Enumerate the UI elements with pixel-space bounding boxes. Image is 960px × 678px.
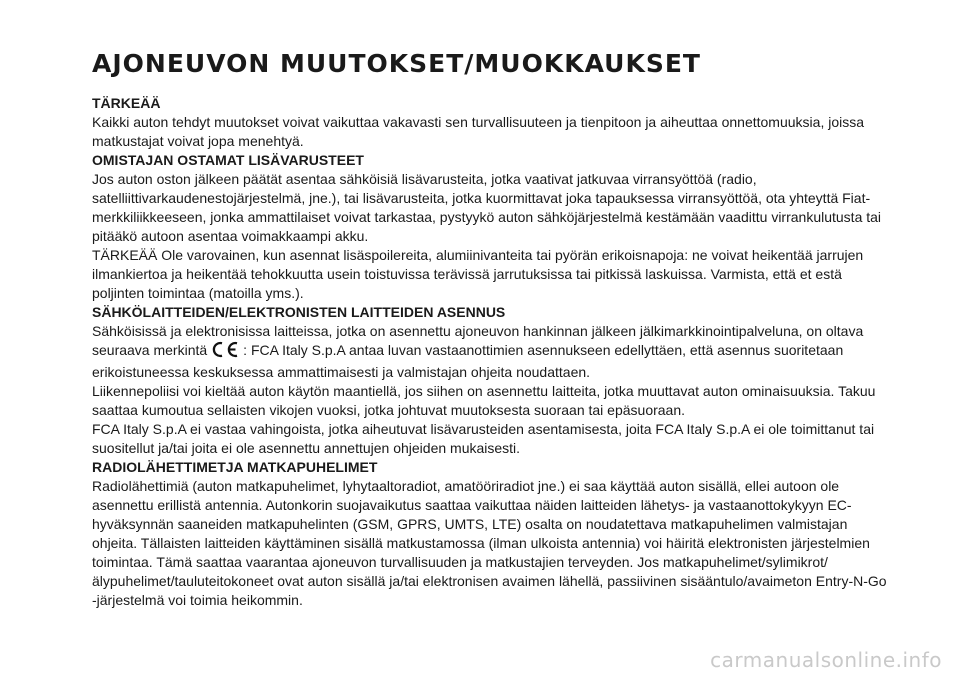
device-installation-paragraph — [92, 322, 892, 382]
page-title: AJONEUVON MUUTOKSET/MUOKKAUKSET — [92, 49, 701, 78]
section-heading-device-installation: SÄHKÖLAITTEIDEN/ELEKTRONISTEN LAITTEIDEN ASENNUS — [92, 304, 506, 320]
radio-transmitters-paragraph: Radiolähettimiä (auton matkapuhelimet, lyhytaaltoradiot, amatööriradiot jne.) ei saa käyttää auton sisällä, ellei autoon ole asennettu erillistä antennia. Autonkorin suojavaikutus saattaa vaikuttaa näiden laitteiden lähetys- ja vastaanottokykyyn EC-hyväksynnän saaneiden matkapuhelinten (GSM, GPRS, UMTS, LTE) osalta on noudatettava matkapuhelimen valmistajan ohjeita. Tällaisten laitteiden käyttäminen sisällä matkustamossa (ilman ulkoista antennia) voi häiritä elektronisten järjestelmien toimintaa. Tämä saattaa vaarantaa ajoneuvon turvallisuuden ja matkustajien terveyden. Jos matkapuhelimet/sylimikrot/älypuhelimet/tauluteitokoneet ovat auton sisällä ja/tai elektronisen avaimen lähellä, passiivinen sisääntulo/avaimeton Entry-N-Go -järjestelmä voi toimia heikommin. — [92, 478, 887, 608]
ce-mark-icon — [209, 341, 241, 363]
section-heading-radio-transmitters: RADIOLÄHETTIMETJA MATKAPUHELIMET — [92, 459, 378, 475]
important-paragraph: Kaikki auton tehdyt muutokset voivat vaikuttaa vakavasti sen turvallisuuteen ja tienpitoon ja aiheuttaa onnettomuuksia, joissa matkustajat voivat jopa menehtyä. — [92, 114, 865, 149]
traffic-police-paragraph: Liikennepoliisi voi kieltää auton käytön maantiellä, jos siihen on asennettu laitteita, jotka muuttavat auton ominaisuuksia. Takuu saattaa kumoutua sellaisten vikojen vuoksi, jotka johtuvat muutoksesta suoraan tai epäsuoraan. — [92, 383, 876, 418]
spoiler-warning-paragraph: TÄRKEÄÄ Ole varovainen, kun asennat lisäspoilereita, alumiinivanteita tai pyörän erikoisnapoja: ne voivat heikentää jarrujen ilmankiertoa ja heikentää tehokkuutta usein toistuvissa terävissä jarrutuksissa tai pitkissä laskuissa. Varmista, että et estä poljinten toimintaa (matoilla yms.). — [92, 247, 864, 301]
device-installation-text-a: Sähköisissä ja elektronisissa laitteissa, jotka on asennettu ajoneuvon hankinnan jälkeen jälkimarkkinointipalveluna, on oltava seuraava merkintä — [92, 323, 864, 358]
liability-paragraph: FCA Italy S.p.A ei vastaa vahingoista, jotka aiheutuvat lisävarusteiden asentamisesta, joita FCA Italy S.p.A ei ole toimittanut tai suositellut ja/tai joita ei ole asennettu annettujen ohjeiden mukaisesti. — [92, 421, 875, 456]
device-installation-text-b: : FCA Italy S.p.A antaa luvan vastaanottimien asennukseen edellyttäen, että asennus suoritetaan erikoistuneessa keskuksessa ammattimaisesti ja valmistajan ohjeita noudattaen. — [92, 342, 844, 380]
owner-accessories-paragraph: Jos auton oston jälkeen päätät asentaa sähköisiä lisävarusteita, jotka vaativat jatkuvaa virransyöttöä (radio, satelliittivarkaudenestojärjestelmä, jne.), tai lisävarusteita, jotka kuormittavat joka tapauksessa virransyöttöä, ota yhteyttä Fiat-merkkiliikkeeseen, jonka ammattilaiset voivat tarkastaa, pystyykö auton sähköjärjestelmä kestämään vaadittu virrankulutusta tai pitääkö autoon asentaa voimakkaampi akku. — [92, 171, 882, 244]
section-heading-important: TÄRKEÄÄ — [92, 95, 161, 111]
manual-page — [92, 48, 892, 610]
section-heading-owner-accessories: OMISTAJAN OSTAMAT LISÄVARUSTEET — [92, 152, 364, 168]
watermark-text: carmanualsonline.info — [710, 648, 942, 672]
